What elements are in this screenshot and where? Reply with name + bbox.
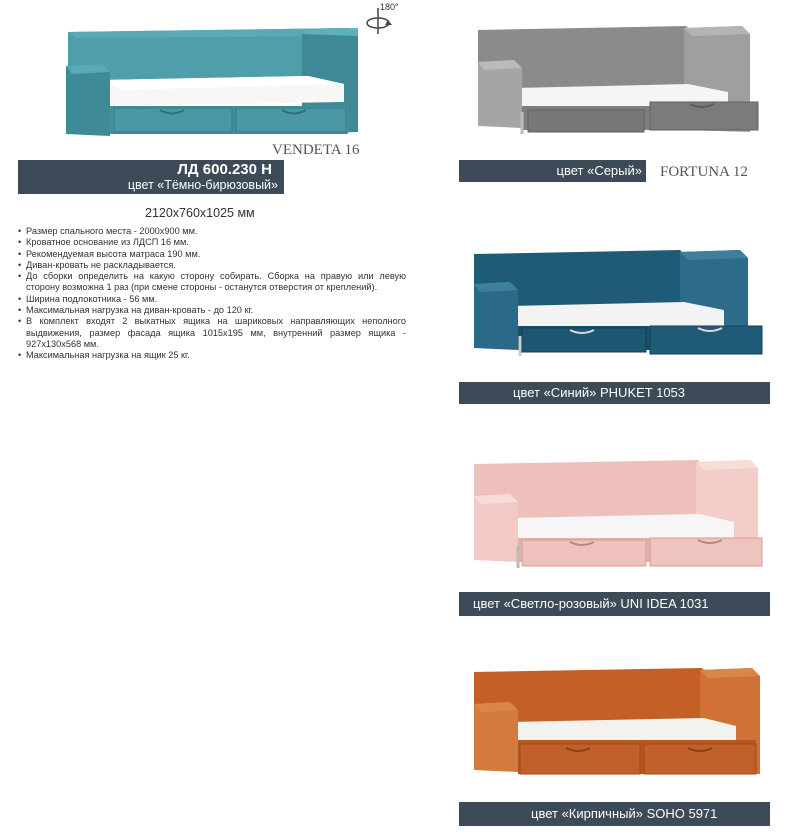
- spec-item: • Размер спального места - 2000х900 мм.: [18, 226, 406, 237]
- variant-blue-label-bar: [459, 382, 770, 404]
- spec-item: • Рекомендуемая высота матраса 190 мм.: [18, 249, 406, 260]
- sofa-bed-grey-image: [474, 22, 768, 140]
- spec-item: • Кроватное основание из ЛДСП 16 мм.: [18, 237, 406, 248]
- variant-grey-fabric: FORTUNA 12: [660, 164, 748, 180]
- spec-item: • Ширина подлокотника - 56 мм.: [18, 294, 406, 305]
- variant-grey-label-bar: [459, 160, 646, 182]
- main-fabric-label: VENDETA 16: [272, 142, 360, 158]
- sofa-bed-teal-image: [62, 24, 364, 142]
- variant-pink-label: цвет «Светло-розовый» UNI IDEA 1031: [473, 596, 709, 611]
- main-product-title-bar: [18, 160, 284, 194]
- product-dimensions: 2120х760х1025 мм: [145, 206, 255, 220]
- sofa-bed-blue-image: [470, 246, 766, 360]
- specs-list: [18, 226, 406, 362]
- variant-brick-label-bar: [459, 802, 770, 826]
- sofa-bed-brick-image: [470, 664, 766, 780]
- variant-brick-label: цвет «Кирпичный» SOHO 5971: [531, 806, 718, 821]
- spec-item: • До сборки определить на какую сторону собирать. Сборка на правую или левую сторону возможна 1 раз (при смене стороны - останутся отверстия от креплений).: [18, 271, 406, 294]
- spec-item: • Максимальная нагрузка на ящик 25 кг.: [18, 350, 406, 361]
- rotation-label: 180°: [380, 2, 399, 12]
- spec-item: • Максимальная нагрузка на диван-кровать - до 120 кг.: [18, 305, 406, 316]
- variant-pink-label-bar: [459, 592, 770, 616]
- spec-item: • В комплект входят 2 выкатных ящика на шариковых направляющих неполного выдвижения, размер фасада ящика 1015х195 мм, внутренний размер ящика - 927х130х568 мм.: [18, 316, 406, 350]
- spec-item: • Диван-кровать не раскладывается.: [18, 260, 406, 271]
- product-model: ЛД 600.230 Н: [177, 161, 272, 178]
- variant-grey-label: цвет «Серый»: [556, 163, 642, 178]
- variant-blue-label: цвет «Синий» PHUKET 1053: [513, 385, 686, 400]
- sofa-bed-pink-image: [470, 456, 766, 572]
- product-color: цвет «Тёмно-бирюзовый»: [127, 178, 278, 192]
